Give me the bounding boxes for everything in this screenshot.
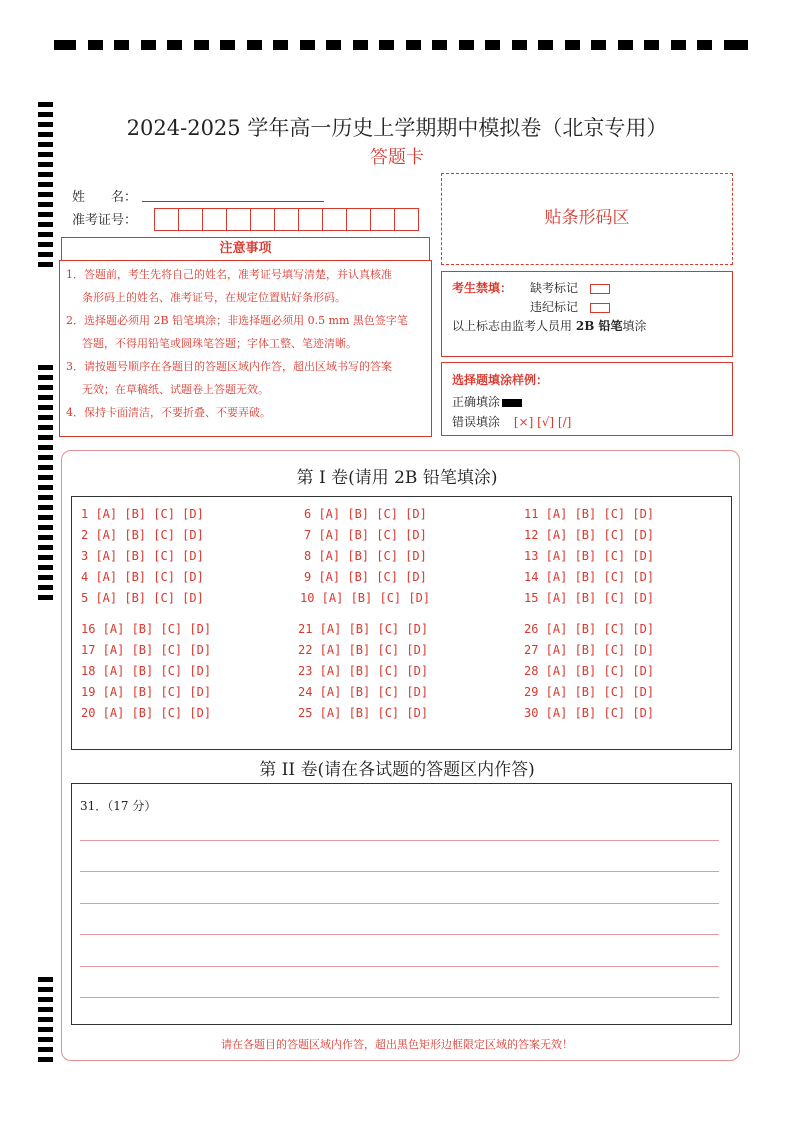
notice-line: 条形码上的姓名、准考证号，在规定位置贴好条形码。 bbox=[82, 291, 346, 304]
question-row[interactable]: 2 [A] [B] [C] [D] bbox=[81, 528, 204, 542]
absent-label: 缺考标记 bbox=[530, 281, 579, 295]
wrong-fill-sample: [×] [√] [/] bbox=[513, 415, 572, 429]
question-row[interactable]: 23 [A] [B] [C] [D] bbox=[298, 664, 429, 678]
forbidden-label: 考生禁填： bbox=[452, 281, 513, 295]
answer-line bbox=[80, 903, 719, 904]
notice-line: 4．保持卡面清洁，不要折叠、不要弄破。 bbox=[66, 406, 271, 419]
question-row[interactable]: 6 [A] [B] [C] [D] bbox=[304, 507, 427, 521]
question-row[interactable]: 4 [A] [B] [C] [D] bbox=[81, 570, 204, 584]
page-subtitle: 答题卡 bbox=[370, 147, 424, 168]
fill-sample-label: 选择题填涂样例： bbox=[452, 373, 549, 387]
forbidden-note: 以上标志由监考人员用 2B 铅笔填涂 bbox=[452, 319, 647, 333]
question-row[interactable]: 18 [A] [B] [C] [D] bbox=[81, 664, 212, 678]
notice-box bbox=[59, 260, 432, 437]
question-row[interactable]: 13 [A] [B] [C] [D] bbox=[524, 549, 655, 563]
question-row[interactable]: 16 [A] [B] [C] [D] bbox=[81, 622, 212, 636]
name-label: 姓 名： bbox=[72, 190, 138, 205]
correct-fill-label: 正确填涂 bbox=[452, 395, 501, 409]
essay-answer-box[interactable] bbox=[71, 783, 732, 1025]
footer-warning: 请在各题目的答题区域内作答，超出黑色矩形边框限定区域的答案无效！ bbox=[221, 1038, 573, 1051]
question-row[interactable]: 17 [A] [B] [C] [D] bbox=[81, 643, 212, 657]
question-row[interactable]: 11 [A] [B] [C] [D] bbox=[524, 507, 655, 521]
barcode-area: 贴条形码区 bbox=[441, 173, 733, 265]
notice-line: 1．答题前，考生先将自己的姓名，准考证号填写清楚，并认真核准 bbox=[66, 268, 392, 281]
answer-line bbox=[80, 997, 719, 998]
absent-mark-box[interactable] bbox=[590, 284, 610, 294]
question-row[interactable]: 27 [A] [B] [C] [D] bbox=[524, 643, 655, 657]
fill-sample-box bbox=[441, 362, 733, 436]
answer-line bbox=[80, 966, 719, 967]
question-row[interactable]: 20 [A] [B] [C] [D] bbox=[81, 706, 212, 720]
question-row[interactable]: 15 [A] [B] [C] [D] bbox=[524, 591, 655, 605]
notice-line: 答题，不得用铅笔或圆珠笔答题；字体工整、笔迹清晰。 bbox=[82, 337, 357, 350]
correct-fill-sample bbox=[502, 399, 522, 407]
notice-line: 2．选择题必须用 2B 铅笔填涂；非选择题必须用 0.5 mm 黑色签字笔 bbox=[66, 314, 408, 327]
id-label: 准考证号： bbox=[72, 213, 138, 228]
answer-line bbox=[80, 840, 719, 841]
answer-line bbox=[80, 871, 719, 872]
forbidden-box bbox=[441, 271, 733, 357]
violation-label: 违纪标记 bbox=[530, 300, 579, 314]
question-row[interactable]: 25 [A] [B] [C] [D] bbox=[298, 706, 429, 720]
question-row[interactable]: 24 [A] [B] [C] [D] bbox=[298, 685, 429, 699]
question-row[interactable]: 5 [A] [B] [C] [D] bbox=[81, 591, 204, 605]
question-31-label: 31．（17 分） bbox=[80, 799, 157, 813]
section1-title: 第 I 卷(请用 2B 铅笔填涂) bbox=[296, 468, 498, 488]
question-row[interactable]: 10 [A] [B] [C] [D] bbox=[300, 591, 431, 605]
name-field[interactable] bbox=[142, 201, 324, 202]
id-number-boxes[interactable] bbox=[155, 208, 419, 231]
question-row[interactable]: 28 [A] [B] [C] [D] bbox=[524, 664, 655, 678]
notice-line: 3．请按题号顺序在各题目的答题区域内作答，超出区域书写的答案 bbox=[66, 360, 392, 373]
wrong-fill-label: 错误填涂 bbox=[452, 415, 501, 429]
question-row[interactable]: 29 [A] [B] [C] [D] bbox=[524, 685, 655, 699]
question-row[interactable]: 30 [A] [B] [C] [D] bbox=[524, 706, 655, 720]
notice-line: 无效；在草稿纸、试题卷上答题无效。 bbox=[82, 383, 269, 396]
timing-marks-left-3 bbox=[38, 977, 53, 1067]
question-row[interactable]: 21 [A] [B] [C] [D] bbox=[298, 622, 429, 636]
page-title: 2024-2025 学年高一历史上学期期中模拟卷（北京专用） bbox=[126, 116, 668, 140]
question-row[interactable]: 19 [A] [B] [C] [D] bbox=[81, 685, 212, 699]
notice-heading: 注意事项 bbox=[61, 237, 430, 261]
question-row[interactable]: 14 [A] [B] [C] [D] bbox=[524, 570, 655, 584]
question-row[interactable]: 3 [A] [B] [C] [D] bbox=[81, 549, 204, 563]
violation-mark-box[interactable] bbox=[590, 303, 610, 313]
answer-line bbox=[80, 934, 719, 935]
question-row[interactable]: 12 [A] [B] [C] [D] bbox=[524, 528, 655, 542]
timing-marks-top bbox=[54, 40, 748, 50]
section2-title: 第 II 卷(请在各试题的答题区内作答) bbox=[259, 760, 535, 780]
question-row[interactable]: 9 [A] [B] [C] [D] bbox=[304, 570, 427, 584]
question-row[interactable]: 8 [A] [B] [C] [D] bbox=[304, 549, 427, 563]
question-row[interactable]: 7 [A] [B] [C] [D] bbox=[304, 528, 427, 542]
question-row[interactable]: 26 [A] [B] [C] [D] bbox=[524, 622, 655, 636]
question-row[interactable]: 22 [A] [B] [C] [D] bbox=[298, 643, 429, 657]
question-row[interactable]: 1 [A] [B] [C] [D] bbox=[81, 507, 204, 521]
